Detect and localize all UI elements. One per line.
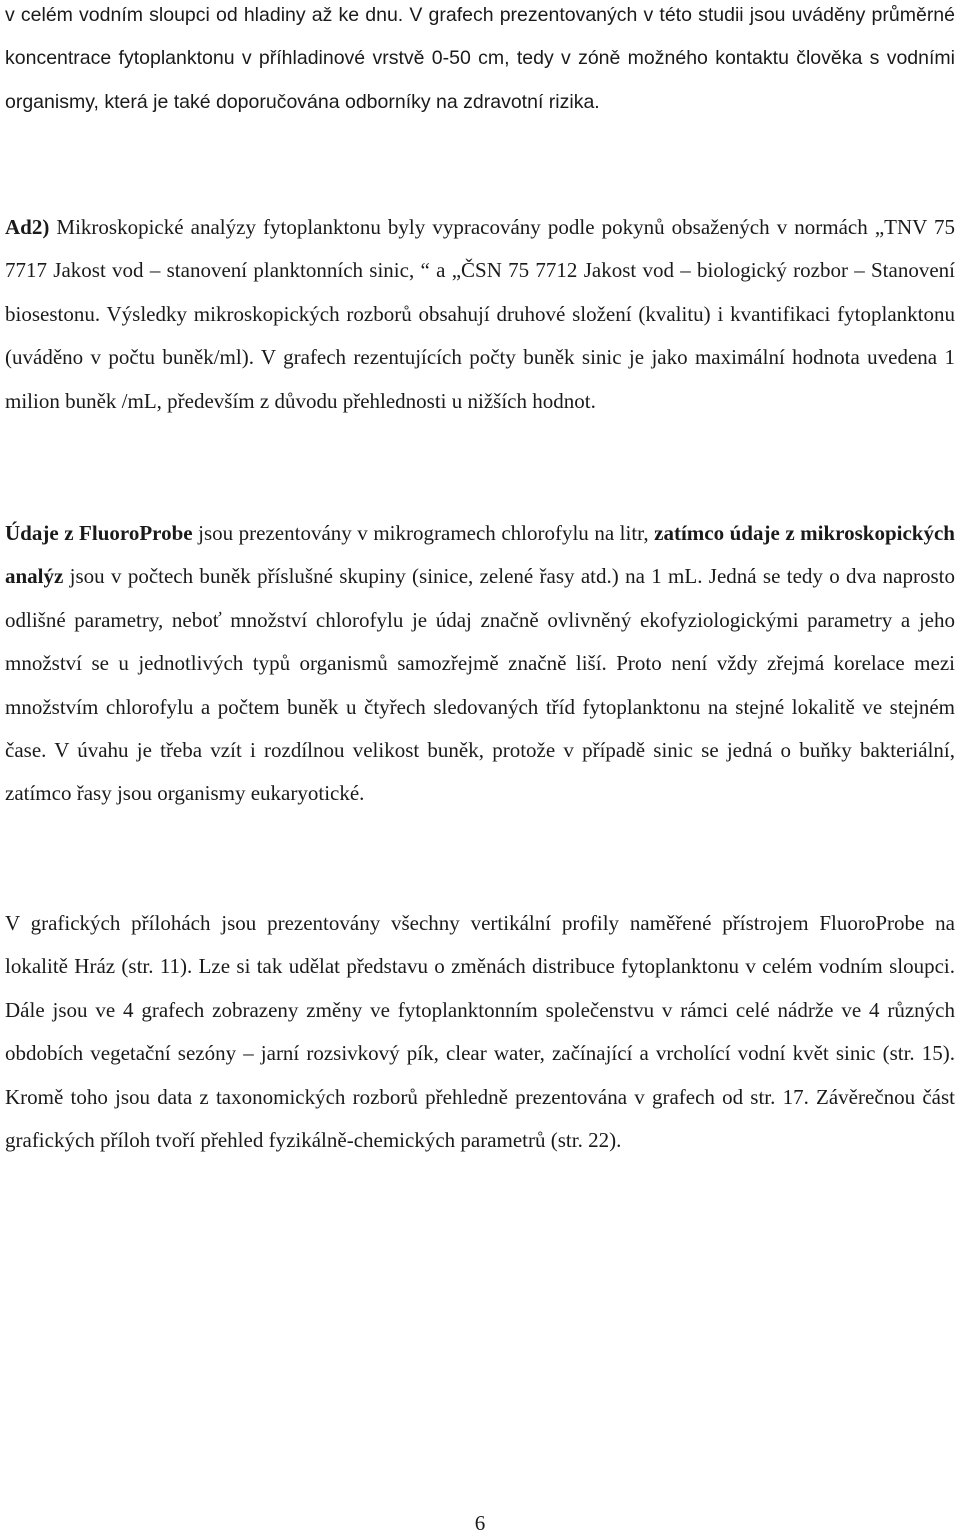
paragraph-fluoroprobe-method <box>5 0 955 124</box>
paragraph-text: v celém vodním sloupci od hladiny až ke dnu. V grafech prezentovaných v této studii jsou uváděny průměrné koncentrace fytoplanktonu v příhladinové vrstvě 0-50 cm, tedy v zóně možného kontaktu člověka s vodními organismy, která je také doporučována odborníky na zdravotní rizika. <box>5 4 955 113</box>
bold-phrase: zatímco údaje z mikroskopických analýz <box>5 521 955 589</box>
bold-phrase: Údaje z FluoroProbe <box>5 521 193 545</box>
paragraph-graphic-appendices <box>5 902 955 1162</box>
paragraph-text: V grafických přílohách jsou prezentovány všechny vertikální profily naměřené přístrojem FluoroProbe na lokalitě Hráz (str. 11). Lze si tak udělat představu o změnách distribuce fytoplanktonu v celém vodním sloupci. Dále jsou ve 4 grafech zobrazeny změny ve fytoplanktonním společenstvu v rámci celé nádrže ve 4 různých obdobích vegetační sezóny – jarní rozsivkový pík, clear water, začínající a vrcholící vodní květ sinic (str. 15). Kromě toho jsou data z taxonomických rozborů přehledně prezentována v grafech od str. 17. Závěrečnou část grafických příloh tvoří přehled fyzikálně-chemických parametrů (str. 22). <box>5 911 955 1153</box>
paragraph-text: jsou v počtech buněk příslušné skupiny (sinice, zelené řasy atd.) na 1 mL. Jedná se tedy o dva naprosto odlišné parametry, neboť množství chlorofylu je údaj značně ovlivněný ekofyziologickými parametry a jeho množství se u jednotlivých typů organismů samozřejmě značně liší. Proto není vždy zřejmá korelace mezi množstvím chlorofylu a počtem buněk u čtyřech sledovaných tříd fytoplanktonu na stejné lokalitě ve stejném čase. V úvahu je třeba vzít i rozdílnou velikost buněk, protože v případě sinic se jedná o buňky bakteriální, zatímco řasy jsou organismy eukaryotické. <box>5 564 955 806</box>
section-label: Ad2) <box>5 215 50 239</box>
paragraph-text: Mikroskopické analýzy fytoplanktonu byly vypracovány podle pokynů obsažených v normách „TNV 75 7717 Jakost vod – stanovení planktonních sinic, “ a „ČSN 75 7712 Jakost vod – biologický rozbor – Stanovení biosestonu. Výsledky mikroskopických rozborů obsahují druhové složení (kvalitu) i kvantifikaci fytoplanktonu (uváděno v počtu buněk/ml). V grafech rezentujících počty buněk sinic je jako maximální hodnota uvedena 1 milion buněk /mL, především z důvodu přehlednosti u nižších hodnot. <box>5 215 955 413</box>
paragraph-text: jsou prezentovány v mikrogramech chlorofylu na litr, <box>192 521 655 545</box>
paragraph-data-comparison <box>5 512 955 816</box>
page-number: 6 <box>474 1511 486 1535</box>
paragraph-microscopic-analysis <box>5 206 955 423</box>
